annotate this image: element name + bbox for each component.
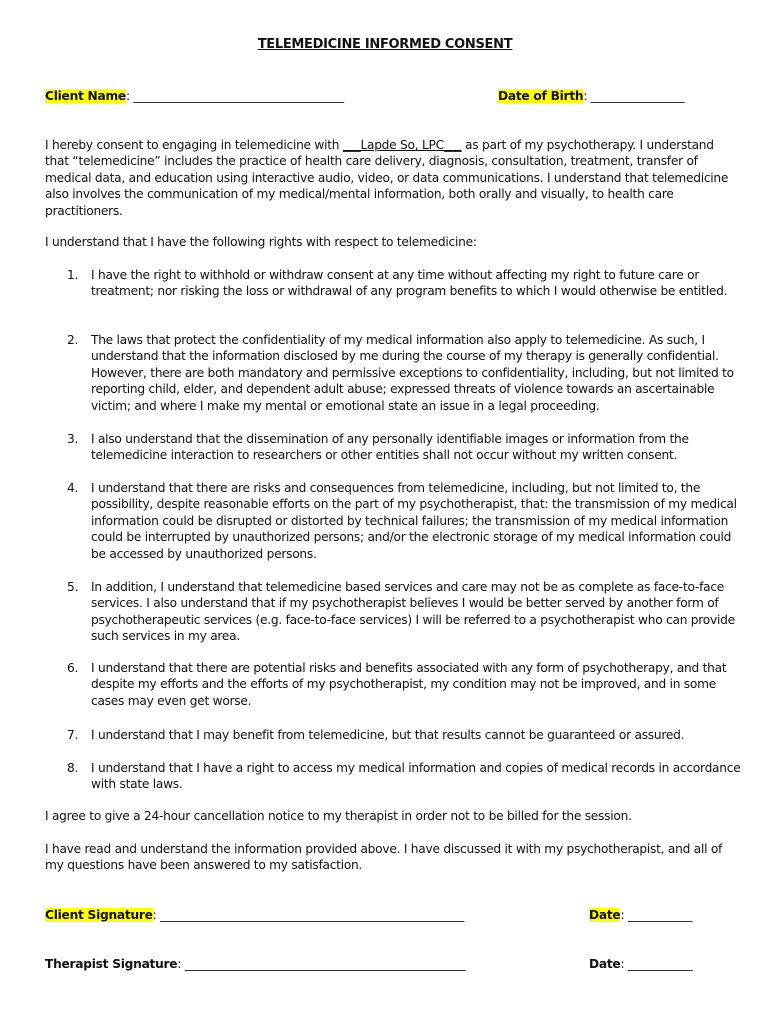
list-item-text: In addition, I understand that telemedicine based services and care may not be as complete as face-to-face services. I also understand that if my psychotherapist believes I would be better served by another form of psychotherapeutic services (e.g. face-to-face services) I will be referred to a psychotherapist who can provide such services in my area. [91,580,735,644]
list-item-number: 1. [67,268,79,282]
therapist-signature-field[interactable]: : ________________________________________________ [177,957,466,971]
list-item [45,267,735,300]
client-name-label: Client Name [45,89,126,103]
list-item-text: I understand that there are risks and consequences from telemedicine, including, but not limited to, the possibility, despite reasonable efforts on the part of my psychotherapist, that: the transmission of my medical information could be disrupted or distorted by technical failures; the transmission of my medical information could be interrupted by unauthorized persons; and/or the electronic storage of my medical information could be accessed by unauthorized persons. [91,481,737,561]
client-name-row [45,88,344,104]
intro-text-part1: I hereby consent to engaging in telemedicine with [45,138,343,152]
list-item-text: I understand that I may benefit from telemedicine, but that results cannot be guaranteed or assured. [91,728,685,742]
list-item [45,480,735,562]
rights-intro: I understand that I have the following rights with respect to telemedicine: [45,235,477,249]
document-title: TELEMEDICINE INFORMED CONSENT [257,37,513,52]
client-signature-field[interactable]: : ____________________________________________________ [152,908,465,922]
intro-paragraph [45,137,735,219]
list-item [45,431,735,464]
intro-text-part2: as part of my psychotherapy. I understand that “telemedicine” includes the practice of health care delivery, diagnosis, consultation, treatment, transfer of medical data, and education using interactive audio, video, or data communications. I understand that telemedicine also involves the communication of my medical/mental information, both orally and visually, to health care practitioners. [45,138,729,218]
list-item [45,760,741,793]
list-item [45,579,735,645]
client-name-field[interactable]: : ____________________________________ [125,89,344,103]
therapist-date-label: Date [589,957,621,971]
list-item-number: 2. [67,333,79,347]
client-date-field[interactable]: : ___________ [620,908,693,922]
list-item-text: The laws that protect the confidentiality of my medical information also apply to telemedicine. As such, I understand that the information disclosed by me during the course of my therapy is generally confidential. However, there are both mandatory and permissive exceptions to confidentiality, including, but not limited to reporting child, elder, and dependent adult abuse; expressed threats of violence towards an ascertainable victim; and where I make my mental or emotional state an issue in a legal proceeding. [91,333,734,413]
client-signature-row [45,907,464,923]
therapist-signature-label: Therapist Signature [45,957,178,971]
list-item [45,727,735,743]
therapist-date-row [589,956,692,972]
list-item-text: I have the right to withhold or withdraw consent at any time without affecting my right to future care or treatment; nor risking the loss or withdrawal of any program benefits to which I would otherwise be entitled. [91,268,728,299]
dob-field[interactable]: : ________________ [583,89,685,103]
list-item-text: I understand that there are potential risks and benefits associated with any form of psychotherapy, and that despite my efforts and the efforts of my psychotherapist, my condition may not be improved, and in some cases may even get worse. [91,661,727,708]
list-item-number: 7. [67,728,79,742]
list-item-number: 6. [67,661,79,675]
therapist-signature-row [45,956,465,972]
dob-row [498,88,684,104]
list-item-text: I understand that I have a right to access my medical information and copies of medical records in accordance with state laws. [91,761,741,792]
list-item [45,660,735,709]
list-item [45,332,735,414]
client-date-row [589,907,692,923]
therapist-date-field[interactable]: : ___________ [620,957,693,971]
client-date-label: Date [589,908,621,922]
dob-label: Date of Birth [498,89,584,103]
list-item-number: 8. [67,761,79,775]
list-item-text: I also understand that the dissemination of any personally identifiable images or information from the telemedicine interaction to researchers or other entities shall not occur without my written consent. [91,432,689,463]
list-item-number: 5. [67,580,79,594]
client-signature-label: Client Signature [45,908,153,922]
list-item-number: 3. [67,432,79,446]
cancellation-statement: I agree to give a 24-hour cancellation notice to my therapist in order not to be billed for the session. [45,809,632,823]
therapist-name-fill: ___Lapde So, LPC___ [342,138,462,152]
list-item-number: 4. [67,481,79,495]
acknowledgement-statement: I have read and understand the information provided above. I have discussed it with my psychotherapist, and all of my questions have been answered to my satisfaction. [45,842,723,873]
